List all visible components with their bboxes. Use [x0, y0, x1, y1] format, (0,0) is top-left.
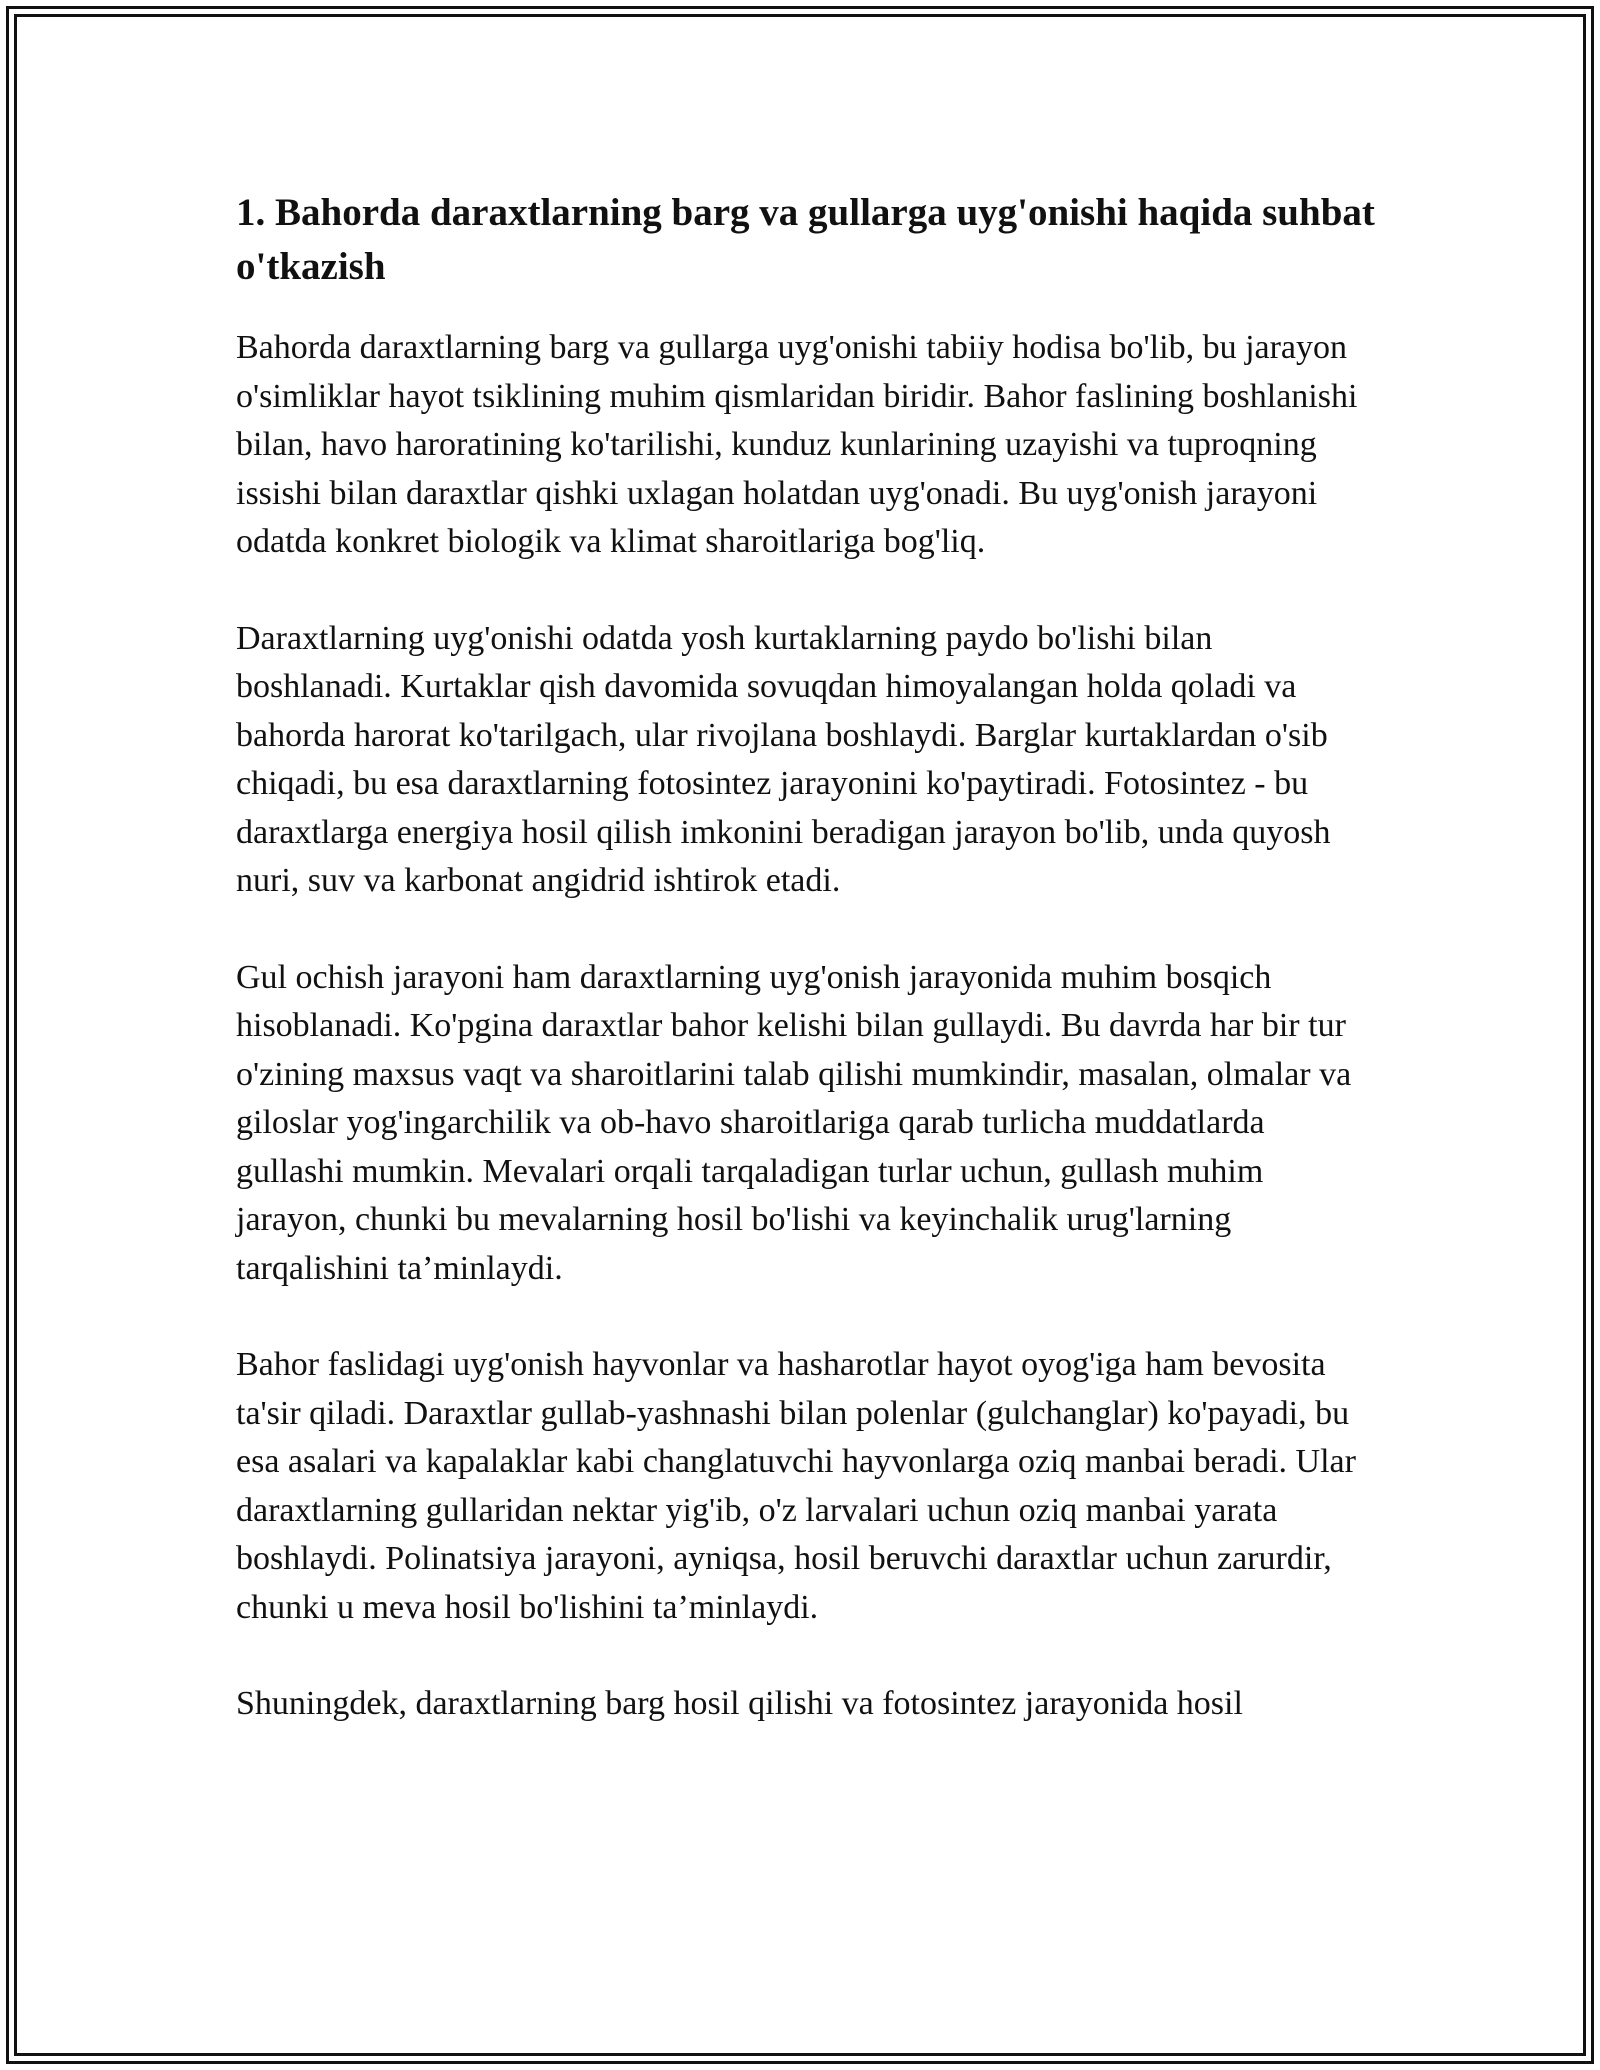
paragraph-1: Bahorda daraxtlarning barg va gullarga uyg'onishi tabiiy hodisa bo'lib, bu jarayon o'simliklar hayot tsiklining muhim qismlaridan biridir. Bahor faslining boshlanishi bilan, havo haroratining ko'tarilishi, kunduz kunlarining uzayishi va tuproqning issishi bilan daraxtlar qishki uxlagan holatdan uyg'onadi. Bu uyg'onish jarayoni odatda konkret biologik va klimat sharoitlariga bog'liq. — [236, 329, 1358, 560]
paragraph-3: Gul ochish jarayoni ham daraxtlarning uyg'onish jarayonida muhim bosqich hisoblanadi. Ko'pgina daraxtlar bahor kelishi bilan gullaydi. Bu davrda har bir tur o'zining maxsus vaqt va sharoitlarini talab qilishi mumkindir, masalan, olmalar va giloslar yog'ingarchilik va ob-havo sharoitlariga qarab turlicha muddatlarda gullashi mumkin. Mevalari orqali tarqaladigan turlar uchun, gullash muhim jarayon, chunki bu mevalarning hosil bo'lishi va keyinchalik urug'larning tarqalishini ta’minlaydi. — [236, 958, 1352, 1287]
paragraph-2: Daraxtlarning uyg'onishi odatda yosh kurtaklarning paydo bo'lishi bilan boshlanadi. Kurtaklar qish davomida sovuqdan himoyalangan holda qoladi va bahorda harorat ko'tarilgach, ular rivojlana boshlaydi. Barglar kurtaklardan o'sib chiqadi, bu esa daraxtlarning fotosintez jarayonini ko'paytiradi. Fotosintez - bu daraxtlarga energiya hosil qilish imkonini beradigan jarayon bo'lib, unda quyosh nuri, suv va karbonat angidrid ishtirok etadi. — [236, 619, 1331, 899]
paragraph-5: Shuningdek, daraxtlarning barg hosil qilishi va fotosintez jarayonida hosil — [236, 1685, 1243, 1722]
paragraph-4: Bahor faslidagi uyg'onish hayvonlar va hasharotlar hayot oyog'iga ham bevosita ta'sir qiladi. Daraxtlar gullab-yashnashi bilan polenlar (gulchanglar) ko'payadi, bu esa asalari va kapalaklar kabi changlatuvchi hayvonlarga oziq manbai beradi. Ular daraxtlarning gullaridan nektar yig'ib, o'z larvalari uchun oziq manbai yarata boshlaydi. Polinatsiya jarayoni, ayniqsa, hosil beruvchi daraxtlar uchun zarurdir, chunki u meva hosil bo'lishini ta’minlaydi. — [236, 1346, 1356, 1626]
document-body — [236, 186, 1376, 1777]
document-heading: 1. Bahorda daraxtlarning barg va gullarga uyg'onishi haqida suhbat o'tkazish — [236, 191, 1375, 288]
